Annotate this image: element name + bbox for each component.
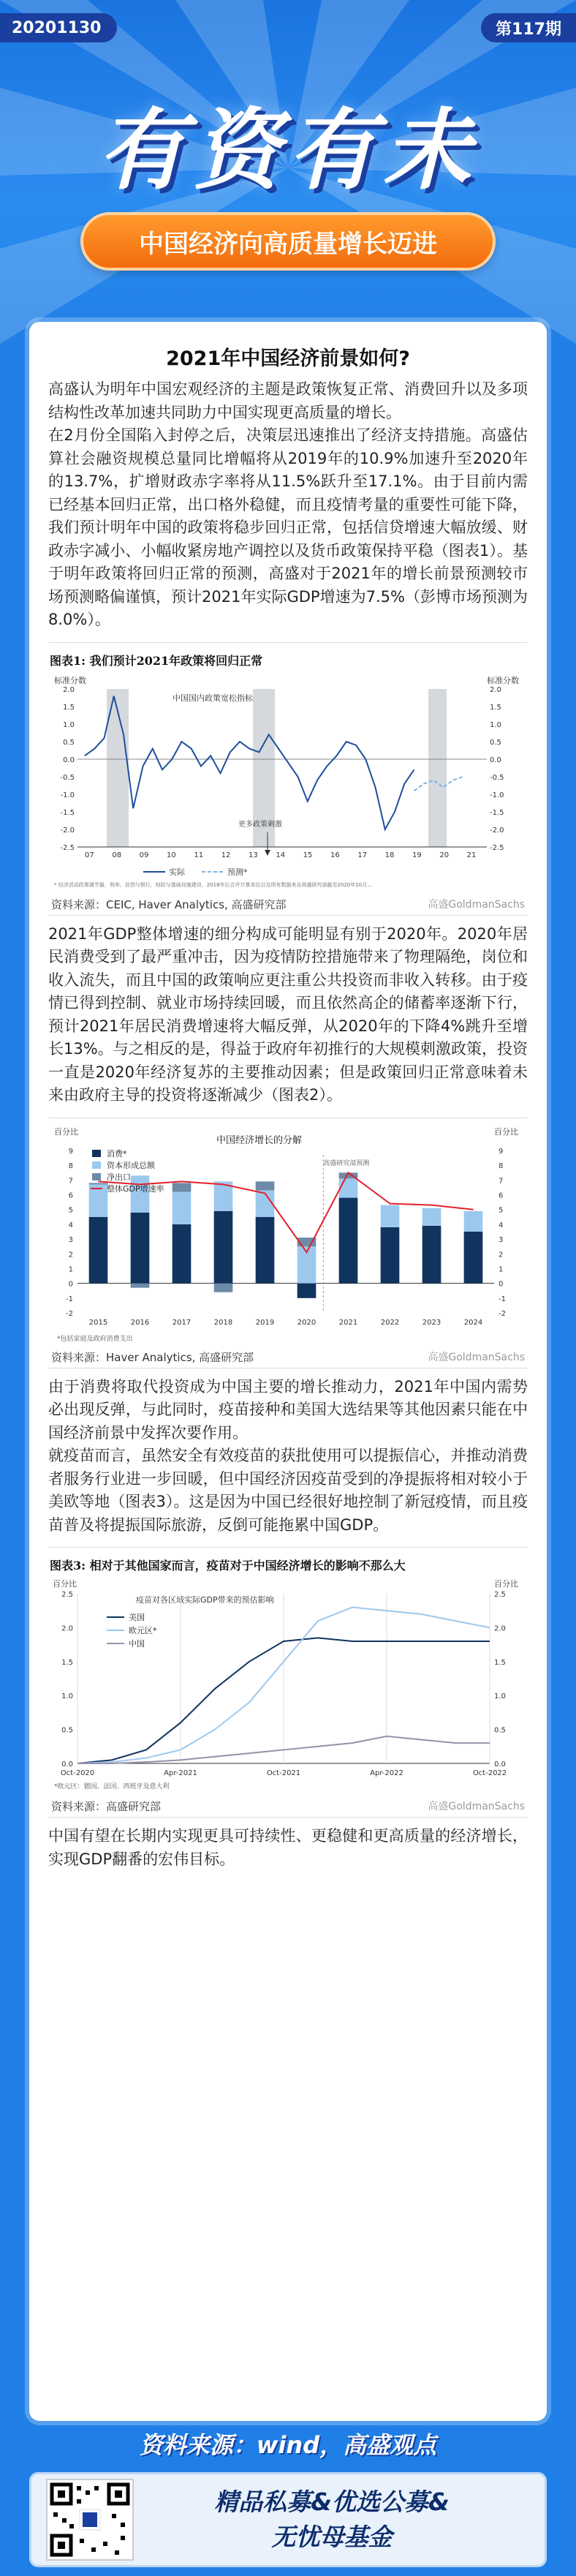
x-tick-label: 2024 xyxy=(463,1318,483,1327)
figure-3 xyxy=(48,1547,528,1818)
policy-index-chart xyxy=(48,671,528,891)
x-tick-label: 2021 xyxy=(338,1318,358,1327)
x-tick-label: Apr-2022 xyxy=(370,1769,403,1777)
y-tick-label-right: -2.0 xyxy=(490,826,504,835)
y-tick-label-right: 2.0 xyxy=(494,1624,506,1633)
y-tick-label-right: -1 xyxy=(499,1295,506,1303)
figure-2 xyxy=(48,1118,528,1368)
chart-inner-title: 中国国内政策宽松指标 xyxy=(173,693,253,703)
y-tick-label-right: 9 xyxy=(499,1147,504,1156)
y-tick-label-right: 1.5 xyxy=(490,703,501,712)
legend-label: 净出口 xyxy=(107,1172,131,1182)
figure-source-row xyxy=(48,1349,528,1365)
x-tick-label: 14 xyxy=(276,851,286,859)
bar-net-exports xyxy=(256,1181,275,1190)
x-tick-label: 2020 xyxy=(297,1318,317,1327)
article-body-4 xyxy=(48,1825,528,1871)
y-tick-label-left: 0.0 xyxy=(61,1760,73,1769)
y-tick-label-right: -2.5 xyxy=(490,843,504,852)
y-tick-label-left: -0.5 xyxy=(60,773,75,782)
chart-inner-title: 疫苗对各区域实际GDP带来的预估影响 xyxy=(136,1595,274,1605)
bar-consumption xyxy=(173,1224,192,1283)
arrow-head-icon xyxy=(265,850,270,856)
y-tick-label-left: -1 xyxy=(66,1295,73,1303)
paragraph: 中国有望在长期内实现更具可持续性、更稳健和更高质量的经济增长，实现GDP翻番的宏伟目标。 xyxy=(48,1827,528,1868)
bar-capital-formation xyxy=(131,1175,150,1212)
x-tick-label: 2017 xyxy=(172,1318,192,1327)
y-tick-label-left: -2 xyxy=(66,1309,73,1318)
y-tick-label-right: 1 xyxy=(499,1265,504,1273)
legend-label: 整体GDP增速率 xyxy=(107,1183,164,1194)
y-tick-label-left: -1.5 xyxy=(60,808,75,817)
issue-number: 第117期 xyxy=(481,13,576,42)
bar-consumption xyxy=(214,1210,233,1283)
bar-capital-formation xyxy=(381,1205,400,1227)
paragraph: 就疫苗而言，虽然安全有效疫苗的获批使用可以提振信心，并推动消费者服务行业进一步回暖，但中国经济因疫苗受到的净提振将相对较小于美欧等地（图表3）。这是因为中国已经很好地控制了新冠疫情，而且疫苗普及将提振国际旅游，反倒可能拖累中国GDP。 xyxy=(48,1447,528,1534)
y-tick-label-right: 0.0 xyxy=(490,756,501,764)
x-tick-label: 10 xyxy=(167,851,176,859)
legend-swatch xyxy=(92,1150,101,1157)
y-tick-label-right: -2 xyxy=(499,1309,506,1318)
bar-consumption xyxy=(381,1227,400,1283)
legend-label: 美国 xyxy=(129,1613,145,1622)
y-tick-label-right: 7 xyxy=(499,1176,504,1185)
watermark-logo: 高盛GoldmanSachs xyxy=(428,898,525,911)
article-body-3 xyxy=(48,1376,528,1537)
x-tick-label: 2019 xyxy=(255,1318,275,1327)
figure-source: 资料来源：Haver Analytics, 高盛研究部 xyxy=(51,1350,254,1364)
x-tick-label: 19 xyxy=(412,851,422,859)
y-tick-label-left: 6 xyxy=(68,1191,73,1200)
figure-1 xyxy=(48,642,528,916)
y-tick-label-left: 0.0 xyxy=(63,756,75,764)
annotation-more-stimulus: 更多政策刺激 xyxy=(238,820,282,829)
promo-card xyxy=(29,2472,547,2567)
y-tick-label-left: 1 xyxy=(68,1265,73,1273)
x-tick-label: Oct-2020 xyxy=(60,1769,95,1777)
x-tick-label: 2023 xyxy=(422,1318,442,1327)
x-tick-label: Oct-2022 xyxy=(472,1769,507,1777)
y-tick-label-right: 2.5 xyxy=(494,1591,506,1599)
y-tick-label-right: -0.5 xyxy=(490,773,504,782)
legend-label: 欧元区* xyxy=(129,1626,157,1635)
y-tick-label-left: 2 xyxy=(68,1250,73,1259)
x-tick-label: 20 xyxy=(439,851,450,859)
slogan-line-1: 精品私募&优选公募& xyxy=(214,2488,450,2516)
paragraph: 2021年GDP整体增速的细分构成可能明显有别于2020年。2020年居民消费受到了最严重冲击，因为疫情防控措施带来了物理隔绝，岗位和收入流失，而且中国的政策响应更注重公共投资而非收入转移。由于疫情已得到控制、就业市场持续回暖，而且依然高企的储蓄率逐渐下行，预计2021年居民消费增速将大幅反弹，从2020年的下降4%跳升至增长13%。与之相反的是，得益于政府年初推行的大规模刺激政策，投资一直是2020年经济复苏的主要推动因素；但是政策回归正常意味着未来由政府主导的投资将逐渐减少（图表2）。 xyxy=(48,924,528,1104)
y-tick-label-right: 0.5 xyxy=(494,1726,506,1735)
y-tick-label-right: -1.5 xyxy=(490,808,504,817)
date-tab: 20201130 xyxy=(0,13,117,42)
y-tick-label-left: 4 xyxy=(68,1221,73,1229)
y-tick-label-left: 0 xyxy=(68,1280,73,1289)
bar-net-exports xyxy=(214,1283,233,1292)
legend-label: 中国 xyxy=(129,1639,145,1649)
y-tick-label-right: 5 xyxy=(499,1206,504,1215)
bar-net-exports xyxy=(89,1183,108,1184)
x-tick-label: 07 xyxy=(85,851,94,859)
bar-consumption xyxy=(256,1216,275,1283)
y-tick-label-right: 0.0 xyxy=(494,1760,506,1769)
bar-net-exports xyxy=(173,1183,192,1191)
y-tick-label-left: 9 xyxy=(68,1147,73,1156)
main-title: 有资有未 xyxy=(98,100,478,202)
chart-inner-title: 中国经济增长的分解 xyxy=(216,1134,303,1146)
y-tick-label-left: 0.5 xyxy=(63,738,75,747)
legend-swatch xyxy=(92,1161,101,1169)
y-axis-label-left: 标准分数 xyxy=(54,675,86,685)
figure-note: *欧元区：德国、法国、西班牙及意大利 xyxy=(54,1783,170,1790)
x-tick-label: 16 xyxy=(330,851,340,859)
legend-label: 消费* xyxy=(107,1148,127,1159)
y-axis-label-right: 标准分数 xyxy=(487,675,519,685)
y-tick-label-left: 8 xyxy=(68,1161,73,1170)
y-tick-label-left: 1.5 xyxy=(61,1658,73,1667)
series-actual-line xyxy=(85,696,414,829)
y-tick-label-right: 4 xyxy=(499,1221,504,1229)
y-tick-label-left: -1.0 xyxy=(60,791,75,799)
x-tick-label: 21 xyxy=(466,851,477,859)
bar-consumption xyxy=(298,1283,317,1298)
y-tick-label-right: 3 xyxy=(499,1235,504,1244)
qr-code[interactable] xyxy=(46,2479,134,2561)
figure-note: * 经济活动政策调节器，利率、信贷与银行，财政与基础设施建设，2018年后合并计算单位以及所有数据来自高盛研究部截至2020年10月... xyxy=(54,881,372,888)
article-card xyxy=(29,322,547,2421)
y-tick-label-left: 3 xyxy=(68,1235,73,1244)
legend-label: 资本形成总额 xyxy=(107,1160,155,1170)
source-tag: 资料来源：wind，高盛观点 xyxy=(139,2431,437,2459)
bar-capital-formation xyxy=(89,1184,108,1216)
x-tick-label: 08 xyxy=(112,851,122,859)
figure-note: *包括家庭及政府消费支出 xyxy=(57,1335,133,1343)
x-tick-label: 15 xyxy=(303,851,313,859)
x-tick-label: 2015 xyxy=(88,1318,108,1327)
figure-source-row xyxy=(48,897,528,912)
x-tick-label: 2022 xyxy=(380,1318,400,1327)
y-axis-label-right: 百分比 xyxy=(494,1126,518,1137)
x-tick-label: 2016 xyxy=(130,1318,150,1327)
y-tick-label-left: -2.0 xyxy=(60,826,75,835)
y-tick-label-left: 1.0 xyxy=(63,720,75,729)
y-tick-label-left: 2.0 xyxy=(63,685,75,694)
subtitle-banner: 中国经济向高质量增长迈进 xyxy=(80,212,496,271)
article-body-1 xyxy=(48,378,528,632)
article-title: 2021年中国经济前景如何? xyxy=(166,347,410,370)
legend-swatch xyxy=(92,1173,101,1180)
x-tick-label: 11 xyxy=(194,851,204,859)
y-tick-label-left: 1.0 xyxy=(61,1692,73,1701)
bar-consumption xyxy=(464,1232,483,1284)
legend-label-actual: 实际 xyxy=(169,867,185,877)
bar-consumption xyxy=(89,1216,108,1283)
y-tick-label-right: 0 xyxy=(499,1280,504,1289)
bar-capital-formation xyxy=(339,1178,358,1197)
y-tick-label-left: 0.5 xyxy=(61,1726,73,1735)
forecast-label: 高盛研究部预测 xyxy=(323,1159,370,1167)
bar-consumption xyxy=(422,1225,442,1283)
recession-band xyxy=(428,689,447,847)
y-tick-label-right: -1.0 xyxy=(490,791,504,799)
x-tick-label: Apr-2021 xyxy=(164,1769,197,1777)
promo-slogan xyxy=(134,2485,530,2555)
figure-title: 图表3: 相对于其他国家而言，疫苗对于中国经济增长的影响不那么大 xyxy=(50,1559,406,1573)
y-tick-label-right: 1.0 xyxy=(490,720,501,729)
y-tick-label-left: 5 xyxy=(68,1206,73,1215)
bar-consumption xyxy=(339,1197,358,1283)
bar-capital-formation xyxy=(173,1191,192,1224)
figure-title: 图表1: 我们预计2021年政策将回归正常 xyxy=(50,653,263,668)
y-tick-label-left: 2.5 xyxy=(61,1591,73,1599)
x-tick-label: Oct-2021 xyxy=(266,1769,301,1777)
y-tick-label-right: 6 xyxy=(499,1191,504,1200)
watermark-logo: 高盛GoldmanSachs xyxy=(428,1801,525,1812)
x-tick-label: 13 xyxy=(249,851,258,859)
y-tick-label-right: 2.0 xyxy=(490,685,501,694)
x-tick-label: 17 xyxy=(357,851,368,859)
bar-consumption xyxy=(131,1212,150,1283)
y-tick-label-left: 1.5 xyxy=(63,703,75,712)
x-tick-label: 12 xyxy=(221,851,231,859)
y-tick-label-left: -2.5 xyxy=(60,843,75,852)
y-tick-label-right: 1.5 xyxy=(494,1658,506,1667)
y-axis-label-right: 百分比 xyxy=(494,1579,518,1589)
article-body-2 xyxy=(48,923,528,1107)
paragraph: 高盛认为明年中国宏观经济的主题是政策恢复正常、消费回升以及多项结构性改革加速共同助力中国实现更高质量的增长。 xyxy=(48,380,528,421)
bar-capital-formation xyxy=(464,1210,483,1231)
paragraph: 由于消费将取代投资成为中国主要的增长推动力，2021年中国内需势必出现反弹，与此同时，疫苗接种和美国大选结果等其他因素只能在中国经济前景中发挥次要作用。 xyxy=(48,1377,528,1442)
bar-net-exports xyxy=(131,1283,150,1287)
bar-capital-formation xyxy=(422,1208,442,1225)
y-axis-label-left: 百分比 xyxy=(54,1126,78,1137)
y-tick-label-right: 0.5 xyxy=(490,738,501,747)
x-tick-label: 09 xyxy=(139,851,149,859)
y-axis-label-left: 百分比 xyxy=(53,1579,77,1589)
qr-code-pattern xyxy=(48,2480,132,2559)
slogan-line-2: 无忧母基金 xyxy=(271,2523,393,2551)
paragraph: 在2月份全国陷入封停之后，决策层迅速推出了经济支持措施。高盛估算社会融资规模总量同比增幅将从2019年的10.9%加速升至2020年的13.7%，扩增财政赤字率将从11.5%跃升至17.1%。由于目前内需已经基本回归正常，出口格外稳健，而且疫情考量的重要性可能下降，我们预计明年中国的政策将稳步回归正常，包括信贷增速大幅放缓、财政赤字减小、小幅收紧房地产调控以及货币政策保持平稳（图表1）。基于明年政策将回归正常的预测，高盛对于2021年的增长前景预测较市场预测略偏谨慎，预计2021年实际GDP增速为7.5%（彭博市场预测为8.0%）。 xyxy=(48,426,528,628)
figure-source: 资料来源：CEIC, Haver Analytics, 高盛研究部 xyxy=(51,897,287,911)
x-tick-label: 2018 xyxy=(213,1318,233,1327)
x-tick-label: 18 xyxy=(384,851,395,859)
y-tick-label-left: 2.0 xyxy=(61,1624,73,1633)
y-tick-label-right: 2 xyxy=(499,1250,504,1259)
figure-source: 资料来源：高盛研究部 xyxy=(51,1800,162,1813)
gdp-decomposition-chart xyxy=(48,1124,528,1344)
vaccine-impact-chart xyxy=(48,1576,528,1793)
figure-source-row xyxy=(48,1799,528,1814)
y-tick-label-right: 8 xyxy=(499,1161,504,1170)
legend-label-forecast: 预测* xyxy=(227,867,248,877)
y-tick-label-left: 7 xyxy=(68,1176,73,1185)
y-tick-label-right: 1.0 xyxy=(494,1692,506,1701)
watermark-logo: 高盛GoldmanSachs xyxy=(428,1351,525,1363)
